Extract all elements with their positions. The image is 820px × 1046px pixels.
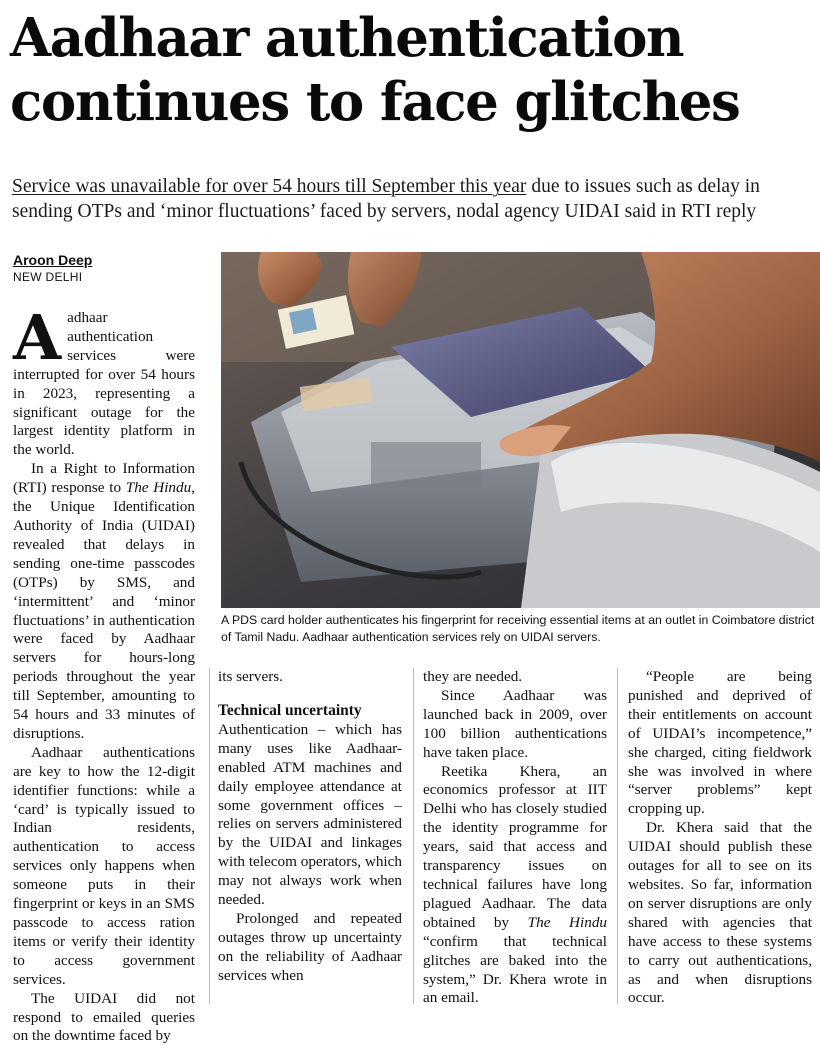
column-divider	[617, 668, 618, 1004]
column-divider	[413, 668, 414, 1004]
publication-name: The Hindu	[527, 913, 608, 931]
paragraph: Prolonged and repeated outages throw up uncertainty on the reliability of Aadhaar services when	[218, 909, 402, 984]
paragraph: Authentication – which has many uses like Aadhaar-enabled ATM machines and daily employee attendance at some government offices – relies on servers administered by the UIDAI and linkages with telecom operators, which may not always work when needed.	[218, 720, 402, 909]
subheading: Technical uncertainty	[218, 701, 362, 719]
photo-caption: A PDS card holder authenticates his fingerprint for receiving essential items at an outlet in Coimbatore district of Tamil Nadu. Aadhaar authentication services rely on UIDAI servers.	[221, 613, 815, 644]
paragraph: Dr. Khera said that the UIDAI should publish these outages for all to see on its websites. So far, information on server disruptions are only shared with agencies that have access to these systems to carry out authentications, as and when disruptions occur.	[628, 819, 812, 1007]
paragraph: Reetika Khera, an economics professor at IIT Delhi who has closely studied the identity programme for years, said that access and transparency issues on technical failures have long plagued Aadhaar. The data obtained by The Hindu “confirm that technical glitches are baked into the system,” Dr. Khera wrote in an email.	[423, 762, 608, 1007]
column-3	[423, 668, 607, 1008]
byline	[13, 252, 92, 285]
deck-text: due to issues such as delay in sending OTPs and ‘minor fluctuations’ faced by servers, nodal agency UIDAI said in RTI reply	[12, 176, 760, 222]
column-2	[218, 668, 402, 986]
paragraph-continuation: they are needed.	[423, 668, 523, 685]
photo-illustration	[221, 252, 820, 608]
publication-name: The Hindu	[125, 479, 192, 497]
paragraph: Aadhaar authentications are key to how the 12-digit identifier functions: while a ‘card’ is typically issued to Indian residents, authentication to access services only happens when someone puts in their fingerprint or keys in an SMS passcode to access ration items or verify their identity to access government services.	[13, 743, 195, 988]
lead-paragraph	[13, 301, 195, 460]
paragraph: The UIDAI did not respond to emailed queries on the downtime faced by	[13, 989, 195, 1045]
paragraph: In a Right to Information (RTI) response to The Hindu, the Unique Identification Authority of India (UIDAI) revealed that delays in sending one-time passcodes (OTPs) by SMS, and ‘intermittent’ and ‘minor fluctuations’ in authentication were faced by Aadhaar servers for hours-long periods throughout the year till September, amounting to 54 hours and 33 minutes of disruptions.	[13, 460, 196, 742]
column-4	[628, 668, 812, 1008]
paragraph: Since Aadhaar was launched back in 2009, over 100 billion authentications have taken place.	[423, 686, 607, 761]
headline: Aadhaar authentication continues to face glitches	[10, 7, 740, 133]
dateline: NEW DELHI	[13, 270, 83, 284]
column-1	[13, 301, 196, 1046]
drop-cap: A	[13, 301, 62, 374]
paragraph-continuation: its servers.	[218, 668, 283, 685]
column-divider	[209, 668, 210, 1004]
lead-text: adhaar authentication services were interrupted for over 54 hours in 2023, representing a significant outage for the largest identity platform in the world.	[13, 309, 195, 459]
fingerprint-scanner-photo	[221, 252, 820, 608]
deck-linked-text[interactable]: Service was unavailable for over 54 hours till September this year	[12, 176, 527, 197]
paragraph: “People are being punished and deprived of their entitlements on account of UIDAI’s incompetence,” she charged, citing fieldwork she was involved in where “server problems” kept cropping up.	[628, 668, 812, 818]
author-name[interactable]: Aroon Deep	[13, 252, 93, 268]
deck	[12, 174, 812, 224]
